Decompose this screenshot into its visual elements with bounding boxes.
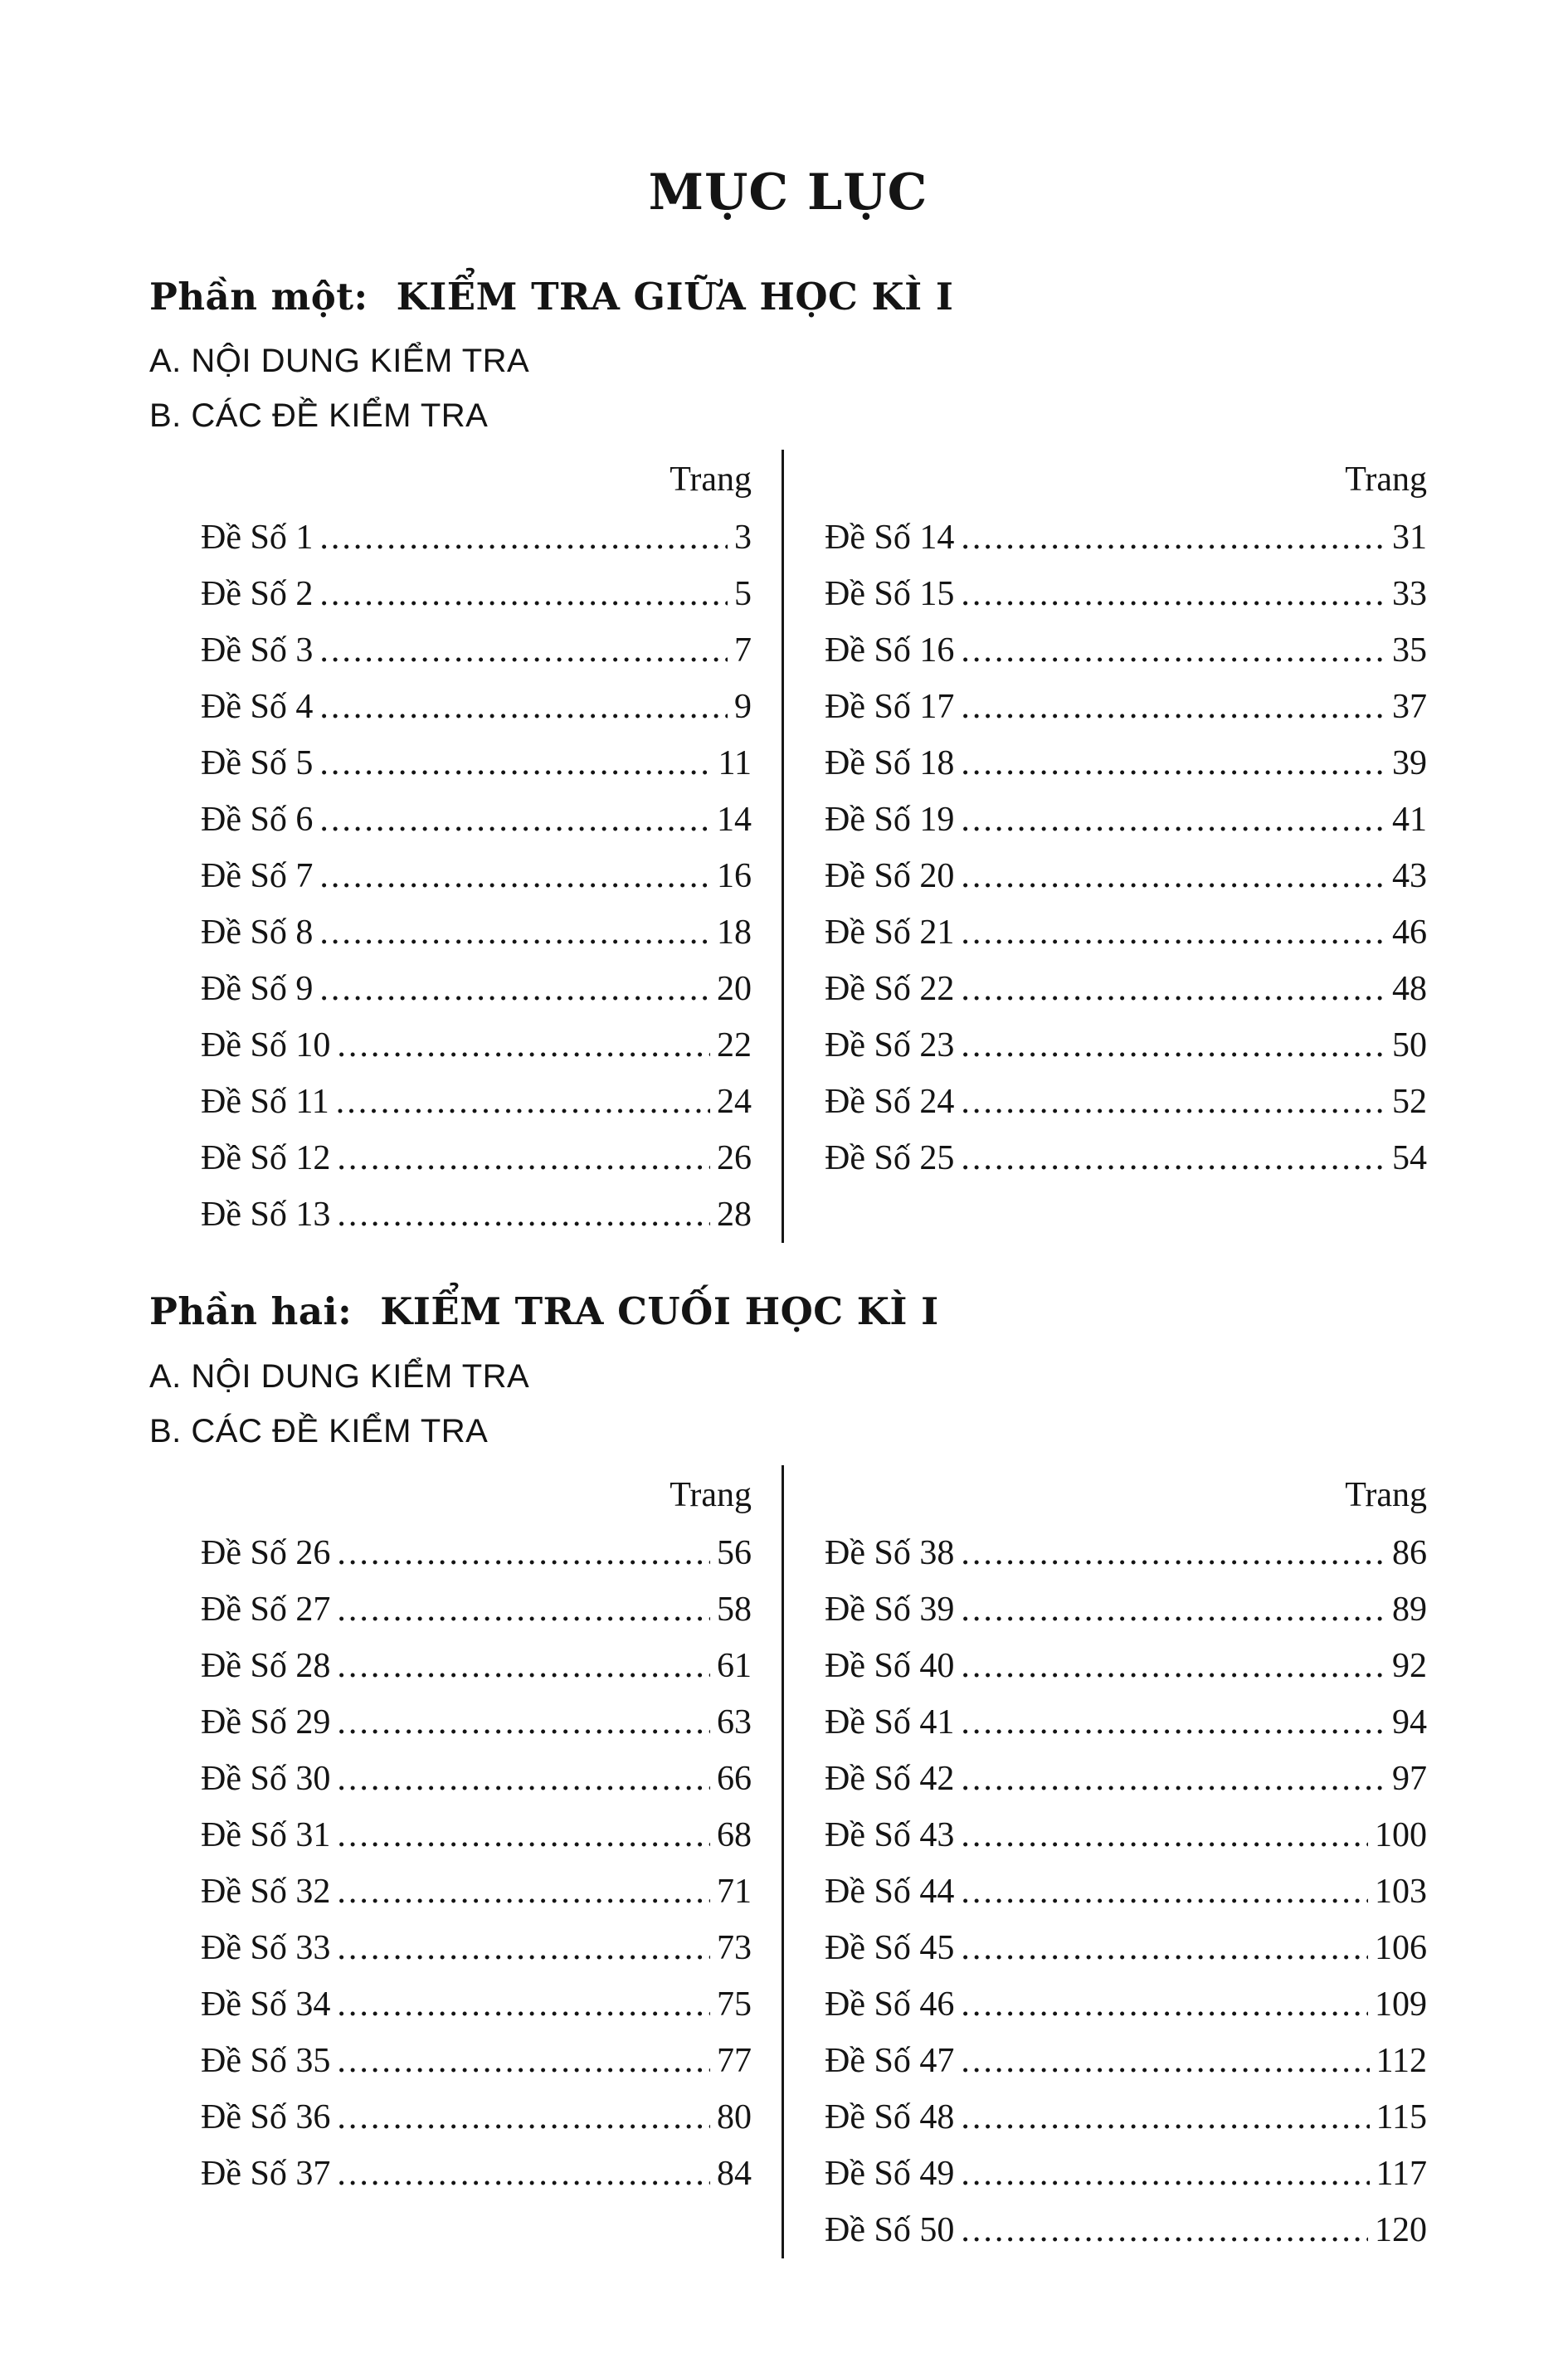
dot-leader (337, 1863, 710, 1920)
toc-entry-page: 22 (717, 1026, 752, 1065)
toc-entry (825, 1638, 1427, 1694)
dot-leader (319, 509, 728, 566)
toc-entry (149, 735, 752, 792)
dot-leader (319, 961, 710, 1017)
toc-entry-label: Đề Số 40 (825, 1646, 955, 1685)
toc-columns (149, 1465, 1427, 2258)
toc-entry (149, 2146, 752, 2202)
toc-entry-page: 56 (717, 1533, 752, 1572)
toc-entry-page: 75 (717, 1985, 752, 2024)
dot-leader (961, 2202, 1368, 2258)
dot-leader (961, 1017, 1385, 1074)
dot-leader (337, 1581, 710, 1638)
toc-entry-page: 80 (717, 2097, 752, 2136)
toc-entry-page: 58 (717, 1590, 752, 1629)
section-part-label: Phần hai: (149, 1289, 353, 1334)
dot-leader (319, 848, 710, 904)
toc-entry-page: 92 (1392, 1646, 1427, 1685)
toc-columns (149, 450, 1427, 1243)
dot-leader (961, 735, 1385, 792)
toc-entry-page: 35 (1392, 631, 1427, 670)
dot-leader (961, 1807, 1368, 1863)
dot-leader (337, 1920, 710, 1976)
page-column-header: Trang (670, 460, 752, 499)
toc-entry-label: Đề Số 2 (201, 575, 314, 614)
dot-leader (337, 2146, 710, 2202)
dot-leader (961, 1074, 1385, 1130)
toc-entry (149, 1976, 752, 2033)
dot-leader (337, 1525, 710, 1581)
toc-entry (149, 1130, 752, 1186)
dot-leader (337, 1017, 710, 1074)
toc-entry-page: 50 (1392, 1026, 1427, 1065)
section-part-title: KIỂM TRA GIỮA HỌC KÌ I (396, 275, 954, 319)
section-part-title: KIỂM TRA CUỐI HỌC KÌ I (380, 1289, 939, 1334)
toc-entry (149, 2089, 752, 2146)
dot-leader (961, 961, 1385, 1017)
toc-entry-label: Đề Số 49 (825, 2154, 955, 2193)
toc-entry (825, 1751, 1427, 1807)
toc-entry-page: 5 (734, 575, 752, 614)
dot-leader (961, 1751, 1385, 1807)
toc-entry (825, 1920, 1427, 1976)
toc-entry-label: Đề Số 12 (201, 1139, 331, 1178)
section-heading (149, 1289, 1427, 1335)
dot-leader (961, 509, 1385, 566)
toc-column-left (149, 1465, 782, 2258)
toc-entry-page: 63 (717, 1703, 752, 1742)
toc-entry (149, 1581, 752, 1638)
toc-entry-label: Đề Số 27 (201, 1590, 331, 1629)
toc-entry-label: Đề Số 37 (201, 2154, 331, 2193)
toc-entry (825, 1581, 1427, 1638)
toc-entry-label: Đề Số 6 (201, 801, 314, 840)
toc-entry (825, 1976, 1427, 2033)
toc-entry-label: Đề Số 36 (201, 2097, 331, 2136)
toc-entry-label: Đề Số 33 (201, 1928, 331, 1967)
toc-entry-page: 115 (1376, 2097, 1427, 2136)
toc-entry-label: Đề Số 20 (825, 857, 955, 896)
toc-entry (149, 1920, 752, 1976)
toc-entry (149, 1807, 752, 1863)
toc-entry-label: Đề Số 5 (201, 744, 314, 783)
toc-entry-page: 103 (1375, 1872, 1427, 1911)
toc-entry (149, 1186, 752, 1243)
toc-section (149, 1289, 1427, 2258)
toc-entry-label: Đề Số 46 (825, 1985, 955, 2024)
toc-entry-page: 11 (718, 744, 752, 783)
section-item-b: B. CÁC ĐỀ KIỂM TRA (149, 1412, 489, 1449)
dot-leader (961, 1130, 1385, 1186)
dot-leader (961, 1694, 1385, 1751)
dot-leader (961, 1976, 1368, 2033)
toc-entry-label: Đề Số 14 (825, 519, 955, 558)
toc-entry-label: Đề Số 44 (825, 1872, 955, 1911)
toc-entry-page: 94 (1392, 1703, 1427, 1742)
toc-entry (149, 792, 752, 848)
toc-entry-label: Đề Số 32 (201, 1872, 331, 1911)
toc-entry (825, 961, 1427, 1017)
toc-entry-label: Đề Số 11 (201, 1083, 329, 1122)
toc-entry-page: 106 (1375, 1928, 1427, 1967)
dot-leader (337, 1807, 710, 1863)
toc-entry (149, 904, 752, 961)
toc-entry-page: 117 (1376, 2154, 1427, 2193)
toc-entry-label: Đề Số 43 (825, 1815, 955, 1854)
toc-entry-label: Đề Số 42 (825, 1759, 955, 1798)
toc-entry-page: 54 (1392, 1139, 1427, 1178)
toc-entry (149, 961, 752, 1017)
toc-entry-label: Đề Số 38 (825, 1533, 955, 1572)
toc-entry (149, 1694, 752, 1751)
toc-entry-page: 86 (1392, 1533, 1427, 1572)
toc-entry (825, 1863, 1427, 1920)
toc-entry-label: Đề Số 45 (825, 1928, 955, 1967)
toc-entry-label: Đề Số 24 (825, 1083, 955, 1122)
toc-entry-label: Đề Số 50 (825, 2210, 955, 2249)
page-column-header: Trang (1345, 1475, 1427, 1514)
toc-entry-label: Đề Số 13 (201, 1196, 331, 1235)
toc-entry-list (149, 509, 752, 1243)
toc-entry-page: 28 (717, 1196, 752, 1235)
toc-entry-label: Đề Số 30 (201, 1759, 331, 1798)
toc-entry-page: 61 (717, 1646, 752, 1685)
section-item-a: A. NỘI DUNG KIỂM TRA (149, 1357, 530, 1395)
toc-entry-label: Đề Số 4 (201, 688, 314, 727)
toc-entry (149, 509, 752, 566)
toc-entry (149, 848, 752, 904)
toc-section (149, 274, 1427, 1243)
toc-entry-label: Đề Số 3 (201, 631, 314, 670)
toc-entry (149, 566, 752, 622)
dot-leader (961, 1863, 1368, 1920)
toc-entry-list (825, 1525, 1427, 2258)
toc-entry (825, 1525, 1427, 1581)
dot-leader (961, 848, 1385, 904)
dot-leader (961, 1581, 1385, 1638)
toc-entry (825, 2033, 1427, 2089)
dot-leader (337, 1638, 710, 1694)
toc-entry-page: 41 (1392, 801, 1427, 840)
toc-entry-page: 31 (1392, 519, 1427, 558)
toc-entry-label: Đề Số 39 (825, 1590, 955, 1629)
toc-entry-page: 37 (1392, 688, 1427, 727)
toc-entry (149, 1751, 752, 1807)
dot-leader (337, 1976, 710, 2033)
toc-entry-label: Đề Số 21 (825, 913, 955, 952)
toc-column-right (784, 450, 1427, 1243)
toc-entry-page: 97 (1392, 1759, 1427, 1798)
toc-entry-label: Đề Số 23 (825, 1026, 955, 1065)
toc-entry-page: 71 (717, 1872, 752, 1911)
dot-leader (961, 904, 1385, 961)
toc-entry (825, 2089, 1427, 2146)
toc-entry-page: 73 (717, 1928, 752, 1967)
toc-entry (825, 1807, 1427, 1863)
toc-entry-page: 68 (717, 1815, 752, 1854)
toc-entry (149, 1074, 752, 1130)
dot-leader (961, 1920, 1368, 1976)
toc-entry-page: 9 (734, 688, 752, 727)
dot-leader (319, 792, 710, 848)
toc-entry-page: 26 (717, 1139, 752, 1178)
toc-entry-label: Đề Số 25 (825, 1139, 955, 1178)
toc-entry-page: 16 (717, 857, 752, 896)
toc-entry-label: Đề Số 47 (825, 2041, 955, 2080)
toc-entry (825, 566, 1427, 622)
toc-sections (149, 274, 1427, 2258)
toc-entry (825, 792, 1427, 848)
toc-entry (149, 1017, 752, 1074)
dot-leader (961, 2033, 1369, 2089)
dot-leader (336, 1074, 710, 1130)
toc-entry-page: 48 (1392, 970, 1427, 1009)
section-heading (149, 274, 1427, 320)
toc-entry-label: Đề Số 34 (201, 1985, 331, 2024)
dot-leader (961, 1638, 1385, 1694)
toc-entry-label: Đề Số 16 (825, 631, 955, 670)
toc-entry (149, 2033, 752, 2089)
dot-leader (961, 622, 1385, 679)
toc-entry-label: Đề Số 18 (825, 744, 955, 783)
toc-entry-label: Đề Số 17 (825, 688, 955, 727)
toc-entry-page: 14 (717, 801, 752, 840)
toc-entry-page: 112 (1376, 2041, 1427, 2080)
dot-leader (319, 566, 728, 622)
toc-entry (149, 1525, 752, 1581)
toc-entry-list (825, 509, 1427, 1186)
toc-entry (825, 848, 1427, 904)
toc-entry-label: Đề Số 35 (201, 2041, 331, 2080)
toc-entry (149, 1863, 752, 1920)
section-part-label: Phần một: (149, 275, 368, 319)
toc-entry-label: Đề Số 19 (825, 801, 955, 840)
dot-leader (337, 2033, 710, 2089)
toc-entry-page: 43 (1392, 857, 1427, 896)
toc-column-right (784, 1465, 1427, 2258)
toc-entry-label: Đề Số 48 (825, 2097, 955, 2136)
dot-leader (337, 1694, 710, 1751)
toc-entry-page: 24 (717, 1083, 752, 1122)
toc-entry (825, 1130, 1427, 1186)
toc-entry-label: Đề Số 29 (201, 1703, 331, 1742)
toc-entry-page: 18 (717, 913, 752, 952)
toc-entry (825, 1017, 1427, 1074)
toc-entry-label: Đề Số 41 (825, 1703, 955, 1742)
section-item-b: B. CÁC ĐỀ KIỂM TRA (149, 397, 489, 435)
toc-entry-list (149, 1525, 752, 2202)
toc-entry-page: 20 (717, 970, 752, 1009)
dot-leader (961, 1525, 1385, 1581)
toc-entry-label: Đề Số 8 (201, 913, 314, 952)
toc-entry (825, 2202, 1427, 2258)
toc-entry-label: Đề Số 28 (201, 1646, 331, 1685)
toc-entry (825, 1074, 1427, 1130)
page-column-header: Trang (1345, 460, 1427, 499)
dot-leader (337, 1186, 710, 1243)
toc-entry-label: Đề Số 15 (825, 575, 955, 614)
dot-leader (337, 1751, 710, 1807)
toc-entry-label: Đề Số 22 (825, 970, 955, 1009)
toc-entry-page: 33 (1392, 575, 1427, 614)
toc-entry-page: 52 (1392, 1083, 1427, 1122)
toc-entry-page: 66 (717, 1759, 752, 1798)
dot-leader (319, 622, 728, 679)
toc-entry-page: 109 (1375, 1985, 1427, 2024)
toc-entry-page: 77 (717, 2041, 752, 2080)
dot-leader (319, 735, 711, 792)
dot-leader (961, 679, 1385, 735)
dot-leader (319, 904, 710, 961)
toc-entry-page: 120 (1375, 2210, 1427, 2249)
dot-leader (337, 1130, 710, 1186)
toc-entry (825, 622, 1427, 679)
dot-leader (319, 679, 728, 735)
toc-entry (149, 622, 752, 679)
toc-entry (149, 679, 752, 735)
dot-leader (961, 2089, 1369, 2146)
toc-entry-label: Đề Số 1 (201, 519, 314, 558)
toc-entry-label: Đề Số 31 (201, 1815, 331, 1854)
toc-entry (825, 679, 1427, 735)
dot-leader (961, 2146, 1369, 2202)
toc-entry (825, 1694, 1427, 1751)
toc-entry-page: 7 (734, 631, 752, 670)
section-item-a: A. NỘI DUNG KIỂM TRA (149, 343, 530, 380)
toc-entry (825, 904, 1427, 961)
toc-entry-label: Đề Số 9 (201, 970, 314, 1009)
dot-leader (961, 566, 1385, 622)
toc-entry-page: 46 (1392, 913, 1427, 952)
page-column-header: Trang (670, 1475, 752, 1514)
dot-leader (961, 792, 1385, 848)
page-title: MỤC LỤC (648, 163, 928, 222)
toc-entry (825, 735, 1427, 792)
toc-entry (149, 1638, 752, 1694)
toc-entry (825, 2146, 1427, 2202)
toc-entry-page: 3 (734, 519, 752, 558)
dot-leader (337, 2089, 710, 2146)
toc-entry-page: 89 (1392, 1590, 1427, 1629)
toc-entry-label: Đề Số 26 (201, 1533, 331, 1572)
toc-entry-page: 100 (1375, 1815, 1427, 1854)
toc-entry-page: 39 (1392, 744, 1427, 783)
toc-entry-label: Đề Số 7 (201, 857, 314, 896)
toc-entry-label: Đề Số 10 (201, 1026, 331, 1065)
toc-entry (825, 509, 1427, 566)
toc-column-left (149, 450, 782, 1243)
toc-entry-page: 84 (717, 2154, 752, 2193)
